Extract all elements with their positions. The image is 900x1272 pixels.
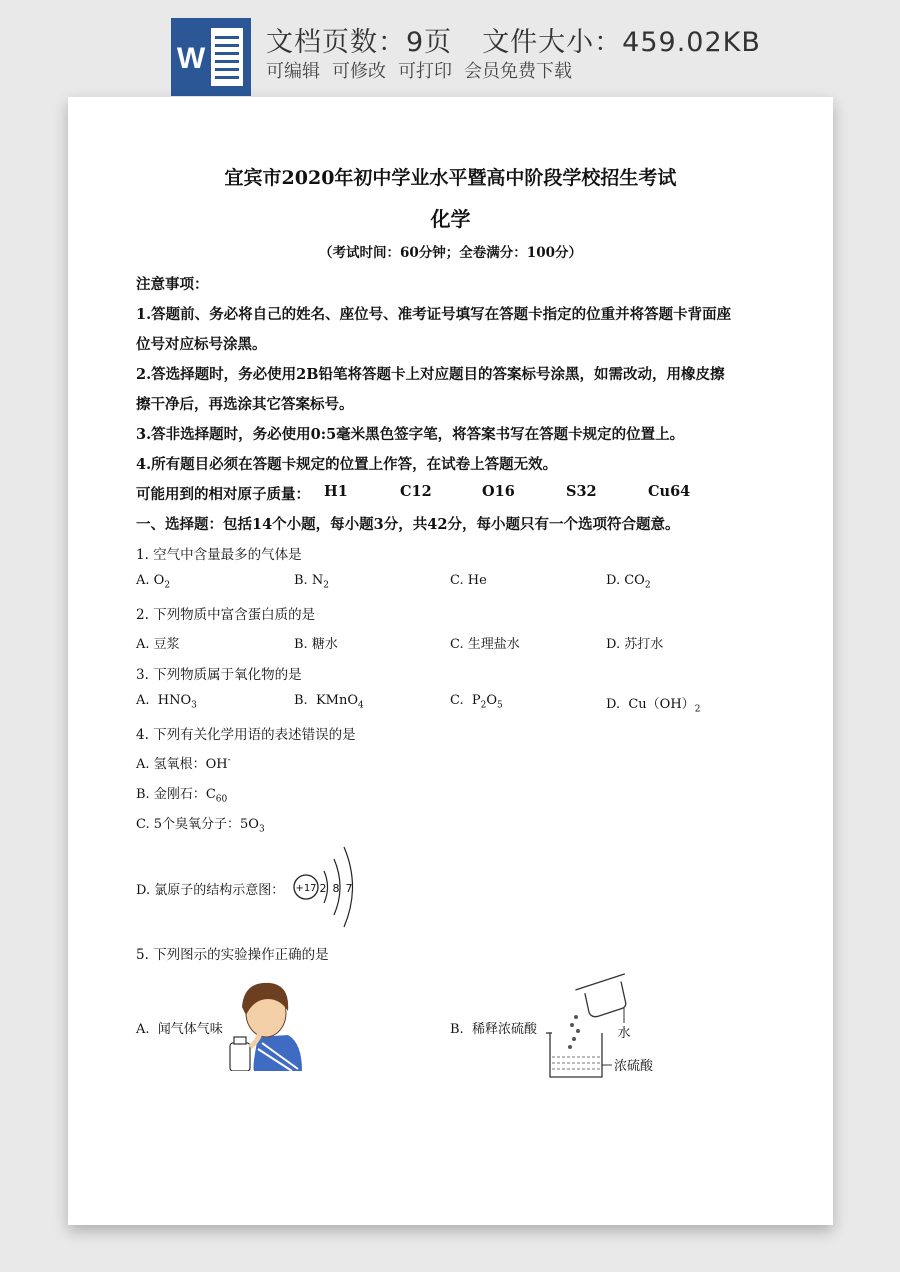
question-4-option-d[interactable]: D. 氯原子的结构示意图： (136, 883, 285, 898)
svg-text:W: W (176, 42, 206, 75)
word-document-icon (171, 18, 251, 96)
question-4-option-a[interactable]: A. 氢氧根：OH- (136, 755, 231, 772)
question-1-option-c[interactable]: C. He (450, 573, 487, 588)
exam-page (68, 97, 833, 1225)
notice-1-line-2: 位号对应标号涂黑。 (136, 336, 267, 353)
atomic-mass-label: 可能用到的相对原子质量： (136, 486, 310, 503)
question-1-option-a[interactable]: A. $O_2$ (136, 573, 171, 591)
question-4-option-c[interactable]: C. 5个臭氧分子：$5O_3$ (136, 817, 265, 835)
question-2-option-a[interactable]: A. 豆浆 (136, 637, 180, 652)
notice-2-line-1: 2.答选择题时，务必使用2B铅笔将答题卡上对应题目的答案标号涂黑，如需改动，用橡皮擦 (136, 366, 725, 383)
question-3-option-d[interactable]: D. $Cu(OH)_2$ (606, 697, 701, 715)
question-5-option-a[interactable]: A. 闻气体气味 (136, 1022, 223, 1037)
feature-list (266, 57, 584, 83)
question-1-option-b[interactable]: B. $N_2$ (294, 573, 329, 591)
question-2-stem: 2. 下列物质中富含蛋白质的是 (136, 607, 316, 623)
dilute-sulfuric-acid-illustration (544, 967, 684, 1082)
notice-4: 4.所有题目必须在答题卡规定的位置上作答，在试卷上答题无效。 (136, 456, 558, 473)
feature-printable: 可打印 (398, 61, 452, 82)
notice-2-line-2: 擦干净后，再选涂其它答案标号。 (136, 396, 354, 413)
atomic-mass-s: S32 (566, 483, 597, 500)
download-banner (0, 0, 900, 96)
atom-nucleus-label: +17 (295, 883, 317, 894)
atomic-mass-cu: Cu64 (648, 483, 691, 500)
feature-modifiable: 可修改 (332, 61, 386, 82)
exam-timing: （考试时间：60分钟；全卷满分：100分） (319, 245, 582, 261)
atom-shell-2-label: 8 (332, 882, 340, 895)
feature-member-download: 会员免费下载 (464, 61, 572, 82)
atom-shell-1-label: 2 (319, 882, 327, 895)
question-2-option-c[interactable]: C. 生理盐水 (450, 637, 520, 652)
atom-shell-3-label: 7 (345, 882, 353, 895)
question-3-option-a[interactable]: A. $HNO_3$ (136, 693, 197, 711)
question-3-option-c[interactable]: C. $P_2O_5$ (450, 693, 503, 711)
question-3-stem: 3. 下列物质属于氧化物的是 (136, 667, 302, 683)
question-2-option-d[interactable]: D. 苏打水 (606, 637, 664, 652)
file-size-text: 文件大小：459.02KB (482, 27, 761, 58)
water-label: 水 (617, 1026, 631, 1041)
question-3-option-b[interactable]: B. KMnO$_4$ (294, 693, 364, 711)
question-5-option-b[interactable]: B. 稀释浓硫酸 (450, 1022, 537, 1037)
concentrated-acid-label: 浓硫酸 (614, 1059, 654, 1074)
chlorine-atom-structure-diagram (290, 843, 362, 939)
notice-heading: 注意事项： (136, 276, 209, 293)
notice-3: 3.答非选择题时，务必使用0:5毫米黑色签字笔，将答案书写在答题卡规定的位置上。 (136, 426, 685, 443)
atomic-mass-h: H1 (324, 483, 348, 500)
atomic-mass-o: O16 (482, 483, 515, 500)
question-4-option-b[interactable]: B. 金刚石：$C_{60}$ (136, 787, 228, 805)
question-1-stem: 1. 空气中含量最多的气体是 (136, 547, 302, 563)
page-count-text: 文档页数：9页 (266, 27, 453, 58)
smelling-gas-illustration (228, 977, 304, 1071)
question-4-stem: 4. 下列有关化学用语的表述错误的是 (136, 727, 356, 743)
question-1-option-d[interactable]: D. $CO_2$ (606, 573, 651, 591)
question-5-stem: 5. 下列图示的实验操作正确的是 (136, 947, 329, 963)
notice-1-line-1: 1.答题前、务必将自己的姓名、座位号、准考证号填写在答题卡指定的位重并将答题卡背面座 (136, 306, 732, 323)
exam-subject: 化学 (430, 207, 471, 231)
section-1-heading: 一、选择题：包括14个小题，每小题3分，共42分，每小题只有一个选项符合题意。 (136, 516, 680, 533)
feature-editable: 可编辑 (266, 61, 320, 82)
question-2-option-b[interactable]: B. 糖水 (294, 637, 338, 652)
file-info-line (266, 20, 761, 59)
exam-title: 宜宾市2020年初中学业水平暨高中阶段学校招生考试 (224, 167, 677, 189)
atomic-mass-c: C12 (400, 483, 432, 500)
